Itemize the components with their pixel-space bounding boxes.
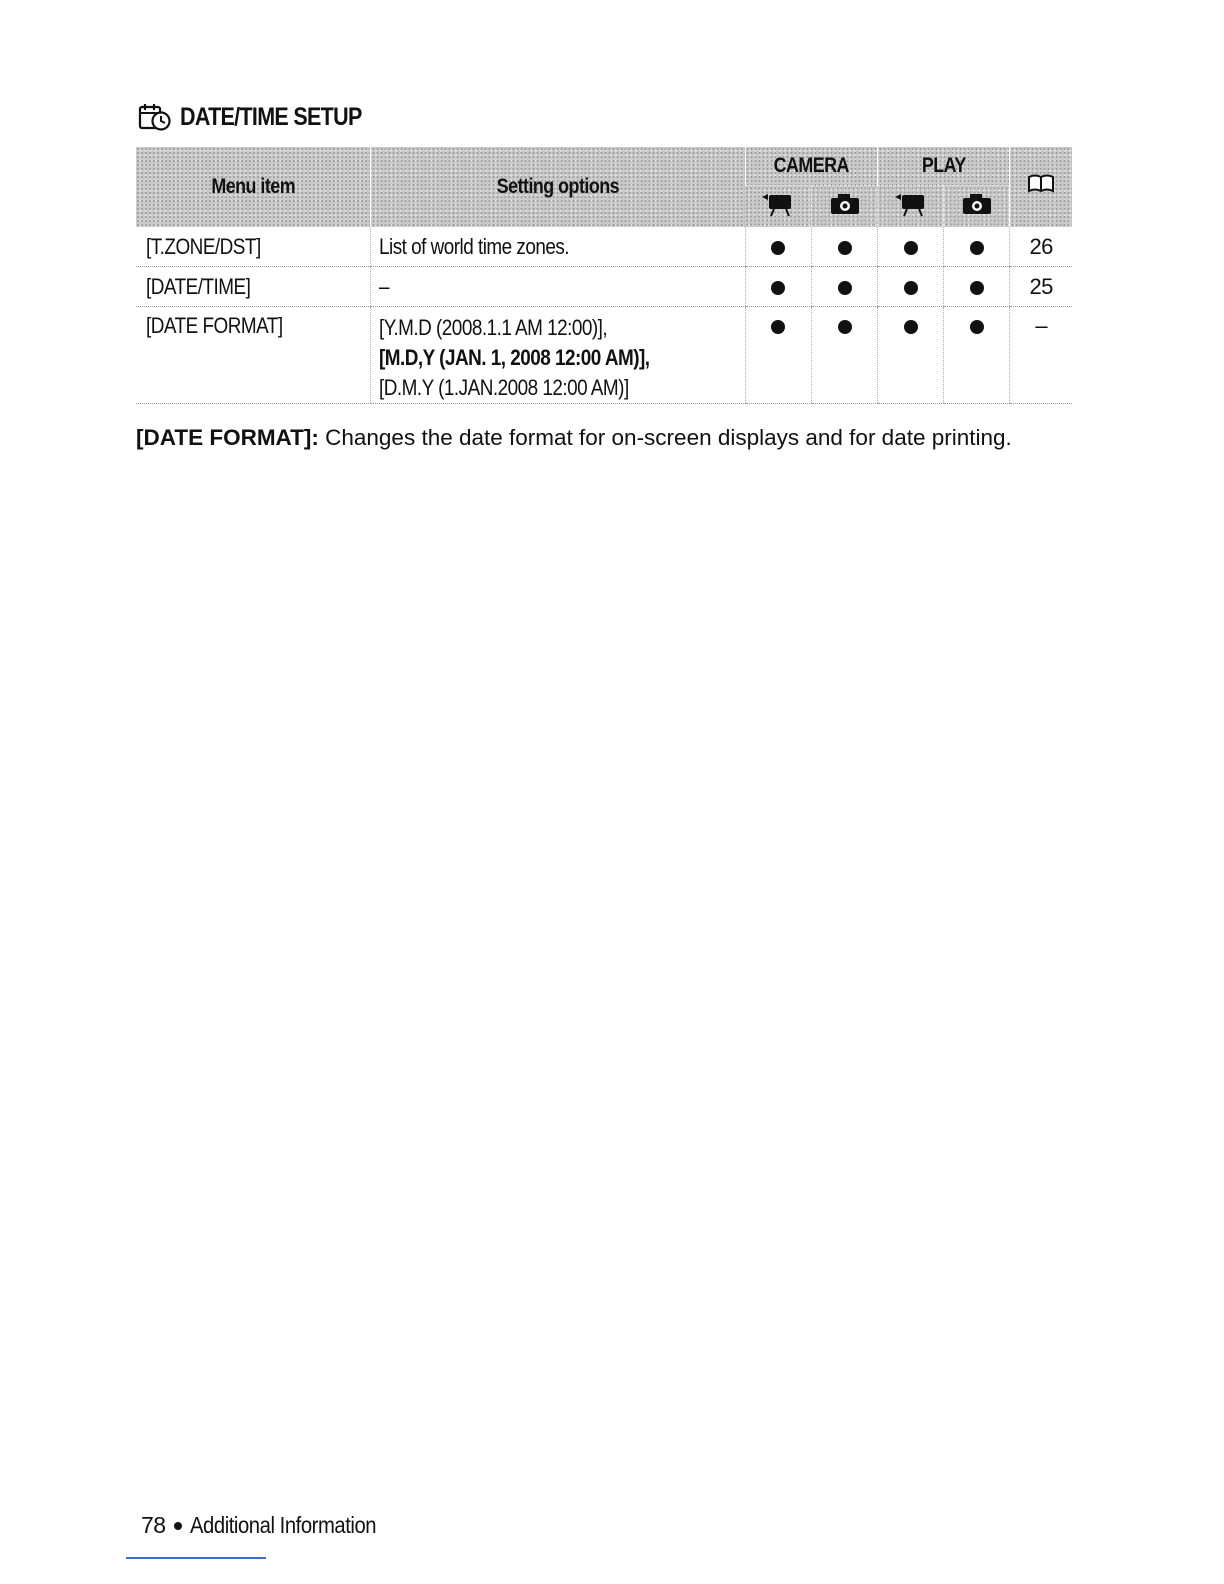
availability-mark: [745, 267, 811, 307]
date-format-description: [136, 423, 1096, 453]
availability-mark: [944, 307, 1010, 404]
table-row: [136, 227, 1072, 267]
section-heading: [138, 100, 391, 134]
book-icon: [1010, 147, 1072, 227]
menu-item-cell: [DATE/TIME]: [136, 267, 371, 307]
setting-options-cell: –: [371, 267, 746, 307]
availability-mark: [878, 267, 944, 307]
availability-mark: [811, 307, 877, 404]
page-reference: 26: [1010, 227, 1072, 267]
footer-section-name: Additional Information: [189, 1512, 376, 1538]
table-row: [136, 307, 1072, 404]
header-camera: CAMERA: [745, 147, 877, 186]
date-time-setup-table: [136, 147, 1072, 404]
header-play: PLAY: [878, 147, 1010, 186]
availability-mark: [944, 227, 1010, 267]
menu-item-cell: [DATE FORMAT]: [136, 307, 371, 404]
bullet-icon: [174, 1522, 182, 1530]
page-reference: –: [1010, 307, 1072, 404]
photo-camera-icon: [811, 186, 877, 228]
header-menu-item: Menu item: [136, 147, 371, 227]
header-setting-options: Setting options: [371, 147, 746, 227]
menu-item-cell: [T.ZONE/DST]: [136, 227, 371, 267]
setting-options-cell: [Y.M.D (2008.1.1 AM 12:00)], [M.D,Y (JAN. 1, 2008 12:00 AM)], [D.M.Y (1.JAN.2008 12:00 AM)]: [371, 307, 746, 404]
section-title: DATE/TIME SETUP: [180, 102, 362, 131]
photo-camera-icon: [944, 186, 1010, 228]
availability-mark: [878, 307, 944, 404]
movie-camera-icon: [878, 186, 944, 228]
page-number: 78: [141, 1512, 166, 1538]
footer-divider: [126, 1557, 266, 1559]
page-footer: [141, 1512, 401, 1539]
availability-mark: [811, 227, 877, 267]
availability-mark: [944, 267, 1010, 307]
table-row: [136, 267, 1072, 307]
description-text: Changes the date format for on-screen displays and for date printing.: [318, 425, 1012, 450]
availability-mark: [811, 267, 877, 307]
calendar-clock-icon: [138, 102, 174, 132]
setting-options-cell: List of world time zones.: [371, 227, 746, 267]
availability-mark: [745, 307, 811, 404]
availability-mark: [878, 227, 944, 267]
movie-camera-icon: [745, 186, 811, 228]
page-reference: 25: [1010, 267, 1072, 307]
description-term: [DATE FORMAT]:: [136, 425, 319, 450]
availability-mark: [745, 227, 811, 267]
